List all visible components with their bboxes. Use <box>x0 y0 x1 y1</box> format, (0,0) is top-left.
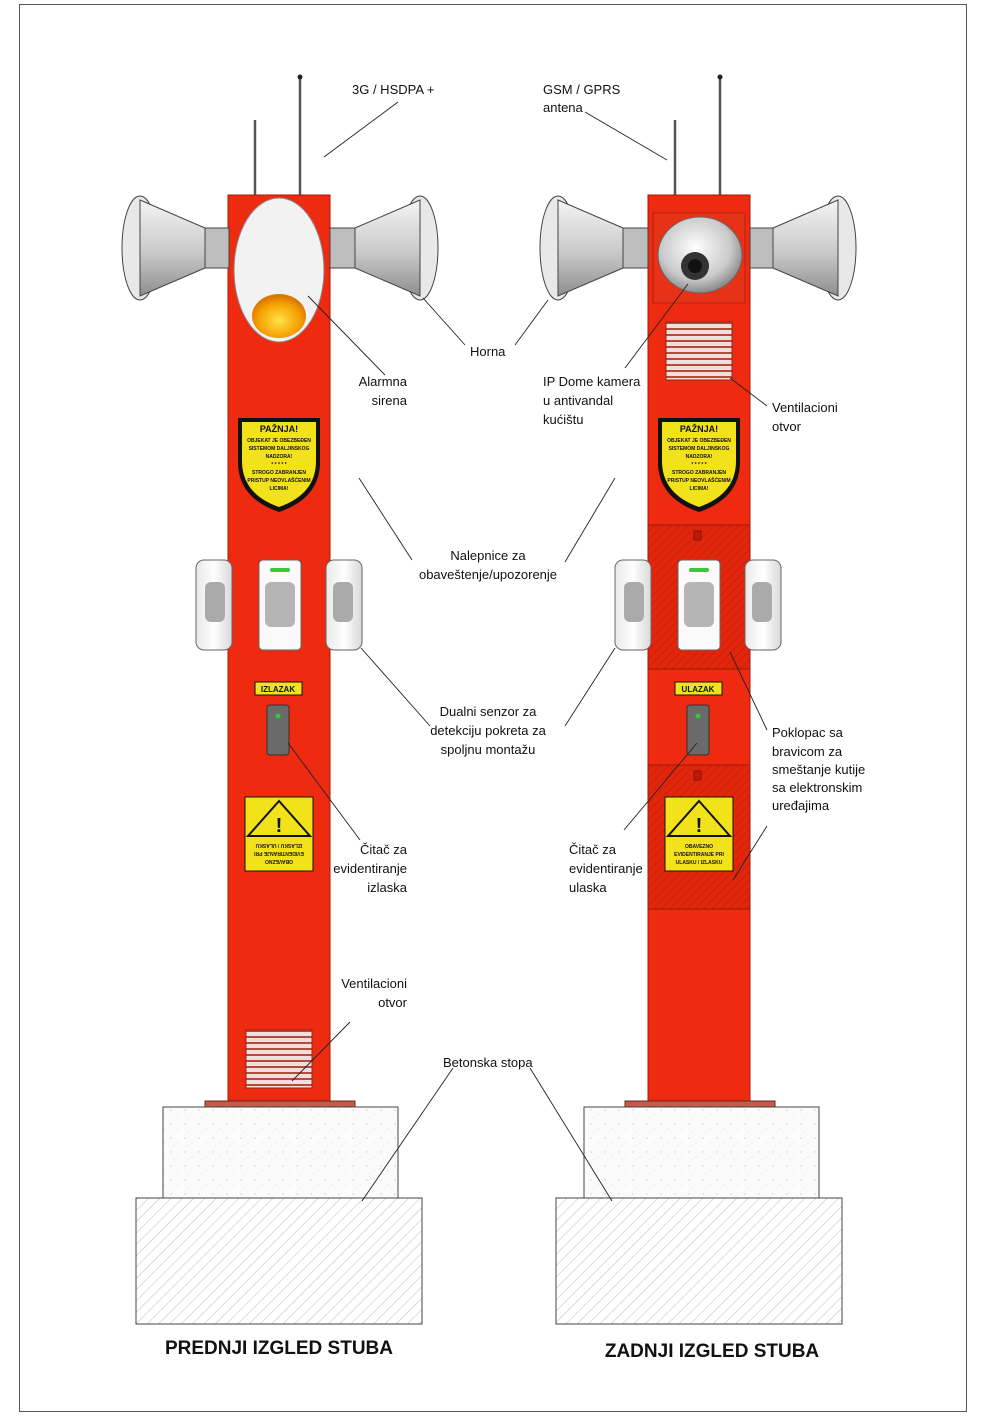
sticker-line: OBJEKAT JE OBEZBEĐEN <box>247 438 311 444</box>
back-horn-left <box>540 196 648 300</box>
label-sensor: Dualni senzor za <box>439 704 537 719</box>
back-warning-sign <box>665 797 733 871</box>
label-gsm-antenna-2: antena <box>543 100 583 115</box>
back-vent <box>666 322 732 380</box>
label-camera: IP Dome kamera <box>543 374 641 389</box>
label-base: Betonska stopa <box>443 1055 533 1070</box>
label-reader-entry-3: ulaska <box>569 880 607 895</box>
sticker-line: * * * * * <box>271 462 287 468</box>
label-vent-front-2: otvor <box>378 995 407 1010</box>
sticker-line: LICIMA! <box>689 486 709 492</box>
warning-line: OBAVEZNO <box>685 844 713 850</box>
front-siren <box>234 198 324 342</box>
back-pole <box>540 75 856 1325</box>
front-base <box>136 1101 422 1324</box>
sticker-line: PRISTUP NEOVLAŠĆENIM <box>247 478 311 484</box>
label-reader-entry: Čitač za <box>569 842 616 857</box>
back-base <box>556 1101 842 1324</box>
sticker-line: NADZORA! <box>685 454 713 460</box>
label-3g-antenna: 3G / HSDPA + <box>352 82 435 97</box>
label-gsm-antenna: GSM / GPRS <box>543 82 621 97</box>
label-horn: Horna <box>470 344 506 359</box>
back-sensor-left <box>615 560 651 650</box>
label-cover-5: uređajima <box>772 798 830 813</box>
front-pole <box>122 75 438 1325</box>
warning-line: EVIDENTIRANJE PRI <box>674 852 724 858</box>
label-vent-front: Ventilacioni <box>341 976 407 991</box>
label-cover-2: bravicom za <box>772 744 843 759</box>
warning-line: IZLASKU / ULASKU <box>255 842 303 848</box>
front-horn-right <box>330 196 438 300</box>
front-view-title: PREDNJI IZGLED STUBA <box>164 1338 394 1359</box>
sticker-line: LICIMA! <box>269 486 289 492</box>
sticker-line: SISTEMOM DALJINSKOG <box>248 446 310 452</box>
front-card-reader <box>267 705 289 755</box>
warning-line: EVIDENTIRANJE PRI <box>254 850 304 856</box>
back-sensor-right <box>745 560 781 650</box>
front-vent <box>246 1030 312 1088</box>
front-horn-left <box>122 196 229 300</box>
sticker-head: PAŽNJA! <box>259 424 299 434</box>
svg-text:!: ! <box>275 815 283 837</box>
warning-line: OBAVEZNO <box>265 858 293 864</box>
label-vent-back: Ventilacioni <box>772 400 838 415</box>
back-entry-tag <box>675 682 722 695</box>
sticker-head: PAŽNJA! <box>679 424 719 434</box>
sticker-line: STROGO ZABRANJEN <box>252 470 306 476</box>
label-sensor-2: detekciju pokreta za <box>430 723 546 738</box>
back-horn-right <box>750 196 856 300</box>
entry-tag-label: ULAZAK <box>681 685 715 694</box>
label-reader-exit-2: evidentiranje <box>333 861 407 876</box>
back-view-title: ZADNJI IZGLED STUBA <box>604 1341 820 1362</box>
exit-tag-label: IZLAZAK <box>260 685 296 694</box>
label-reader-exit-3: izlaska <box>367 880 407 895</box>
label-siren: Alarmna <box>358 374 407 389</box>
sticker-line: STROGO ZABRANJEN <box>672 470 726 476</box>
sticker-line: * * * * * <box>691 462 707 468</box>
label-camera-3: kućištu <box>543 412 584 427</box>
label-cover: Poklopac sa <box>772 725 843 740</box>
front-exit-tag <box>255 682 302 695</box>
label-cover-4: sa elektronskim <box>772 780 863 795</box>
label-camera-2: u antivandal <box>543 393 614 408</box>
back-sensor-center <box>678 560 720 650</box>
label-vent-back-2: otvor <box>772 419 801 434</box>
label-reader-entry-2: evidentiranje <box>569 861 643 876</box>
label-stickers: Nalepnice za <box>450 548 526 563</box>
label-reader-exit: Čitač za <box>360 842 407 857</box>
sticker-line: PRISTUP NEOVLAŠĆENIM <box>667 478 731 484</box>
label-siren-2: sirena <box>371 393 407 408</box>
label-sensor-3: spoljnu montažu <box>440 742 536 757</box>
label-cover-3: smeštanje kutije <box>772 762 866 777</box>
front-sensor-right <box>326 560 362 650</box>
front-warning-sign <box>245 797 313 871</box>
sticker-line: SISTEMOM DALJINSKOG <box>668 446 730 452</box>
front-sensor-center <box>259 560 301 650</box>
svg-text:!: ! <box>695 815 703 837</box>
back-dome-camera <box>653 213 745 303</box>
front-sensor-left <box>196 560 232 650</box>
sticker-line: OBJEKAT JE OBEZBEĐEN <box>667 438 731 444</box>
label-stickers-2: obaveštenje/upozorenje <box>418 567 558 582</box>
sticker-line: NADZORA! <box>265 454 293 460</box>
warning-line: ULASKU / IZLASKU <box>675 860 723 866</box>
back-card-reader <box>687 705 709 755</box>
